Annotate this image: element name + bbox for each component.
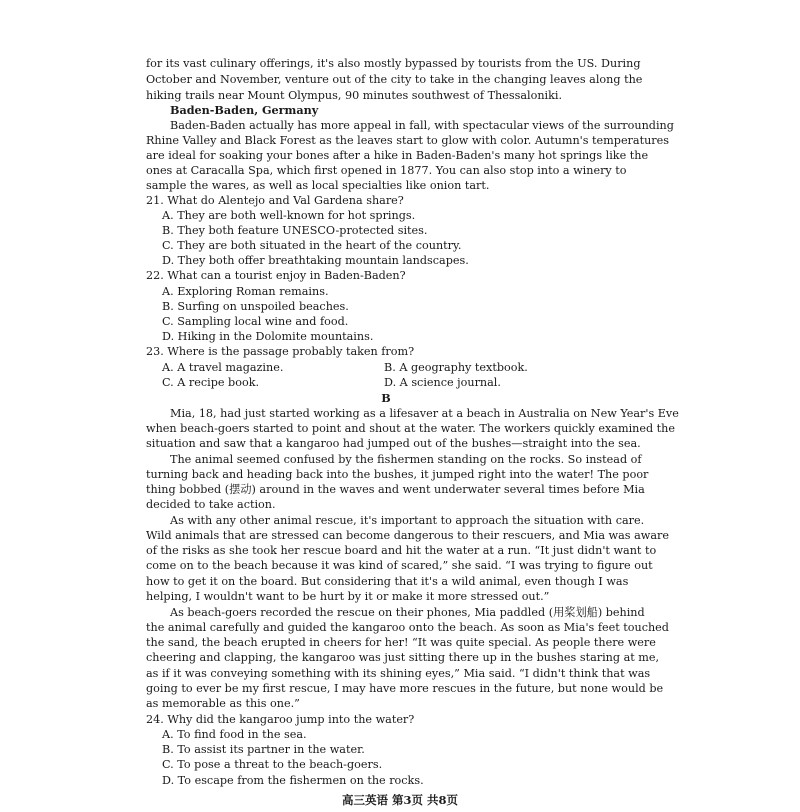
passage-line: As with any other animal rescue, it's important to approach the situation with care. — [170, 514, 645, 527]
passage-line: of the risks as she took her rescue board and hit the water at a run. “It just didn't want to — [146, 544, 657, 557]
passage-line: the animal carefully and guided the kangaroo onto the beach. As soon as Mia's feet touched — [146, 621, 669, 634]
option-22b: B. Surfing on unspoiled beaches. — [162, 300, 349, 313]
passage-line: Wild animals that are stressed can become dangerous to their rescuers, and Mia was aware — [146, 529, 669, 542]
question-24: 24. Why did the kangaroo jump into the water? — [146, 713, 415, 726]
passage-line: ones at Caracalla Spa, which first opened in 1877. You can also stop into a winery to — [146, 164, 627, 177]
passage-line: situation and saw that a kangaroo had jumped out of the bushes—straight into the sea. — [146, 437, 641, 450]
option-24a: A. To find food in the sea. — [162, 728, 307, 741]
passage-line: come on to the beach because it was kind of scared,” she said. “I was trying to figure out — [146, 559, 653, 572]
question-23: 23. Where is the passage probably taken from? — [146, 345, 415, 358]
passage-line: going to ever be my first rescue, I may have more rescues in the future, but none would be — [146, 682, 664, 695]
option-23b: B. A geography textbook. — [384, 361, 528, 374]
question-22: 22. What can a tourist enjoy in Baden-Baden? — [146, 269, 406, 282]
passage-line: hiking trails near Mount Olympus, 90 minutes southwest of Thessaloniki. — [146, 89, 563, 102]
passage-line: as memorable as this one.” — [146, 697, 300, 710]
passage-line: Mia, 18, had just started working as a lifesaver at a beach in Australia on New Year's Eve — [170, 407, 679, 420]
passage-line: helping, I wouldn't want to be hurt by it or make it more stressed out.” — [146, 590, 550, 603]
option-22d: D. Hiking in the Dolomite mountains. — [162, 330, 374, 343]
passage-line: October and November, venture out of the city to take in the changing leaves along the — [146, 73, 643, 86]
passage-line: sample the wares, as well as local specialties like onion tart. — [146, 179, 490, 192]
option-24c: C. To pose a threat to the beach-goers. — [162, 758, 383, 771]
passage-line: As beach-goers recorded the rescue on their phones, Mia paddled (用桨划船) behind — [170, 606, 645, 619]
option-21c: C. They are both situated in the heart of the country. — [162, 239, 462, 252]
passage-line: The animal seemed confused by the fishermen standing on the rocks. So instead of — [170, 453, 642, 466]
passage-line: the sand, the beach erupted in cheers for her! “It was quite special. As people there were — [146, 636, 656, 649]
option-22a: A. Exploring Roman remains. — [162, 285, 329, 298]
option-21a: A. They are both well-known for hot springs. — [162, 209, 416, 222]
section-b-label: B — [381, 391, 391, 405]
question-21: 21. What do Alentejo and Val Gardena share? — [146, 194, 404, 207]
passage-line: Rhine Valley and Black Forest as the leaves start to glow with color. Autumn's temperatures — [146, 134, 669, 147]
passage-line: are ideal for soaking your bones after a hike in Baden-Baden's many hot springs like the — [146, 149, 649, 162]
option-21b: B. They both feature UNESCO-protected sites. — [162, 224, 428, 237]
page-footer: 高三英语 第3页 共8页 — [341, 793, 458, 807]
passage-line: cheering and clapping, the kangaroo was just sitting there up in the bushes staring at me, — [146, 651, 660, 664]
option-24d: D. To escape from the fishermen on the rocks. — [162, 774, 424, 787]
option-24b: B. To assist its partner in the water. — [162, 743, 365, 756]
passage-line: Baden-Baden actually has more appeal in fall, with spectacular views of the surrounding — [170, 119, 674, 132]
option-23a: A. A travel magazine. — [162, 361, 284, 374]
passage-line: thing bobbed (摆动) around in the waves and went underwater several times before Mia — [146, 483, 645, 496]
passage-line: as if it was conveying something with its shining eyes,” Mia said. “I didn't think that was — [146, 667, 651, 680]
passage-line: how to get it on the board. But considering that it's a wild animal, even though I was — [146, 575, 629, 588]
passage-line: when beach-goers started to point and shout at the water. The workers quickly examined the — [146, 422, 676, 435]
option-23d: D. A science journal. — [384, 376, 501, 389]
option-22c: C. Sampling local wine and food. — [162, 315, 349, 328]
section-heading: Baden-Baden, Germany — [170, 103, 319, 117]
passage-line: for its vast culinary offerings, it's also mostly bypassed by tourists from the US. During — [146, 57, 641, 70]
passage-line: decided to take action. — [146, 498, 276, 511]
option-21d: D. They both offer breathtaking mountain landscapes. — [162, 254, 469, 267]
passage-line: turning back and heading back into the bushes, it jumped right into the water! The poor — [146, 468, 649, 481]
option-23c: C. A recipe book. — [162, 376, 260, 389]
